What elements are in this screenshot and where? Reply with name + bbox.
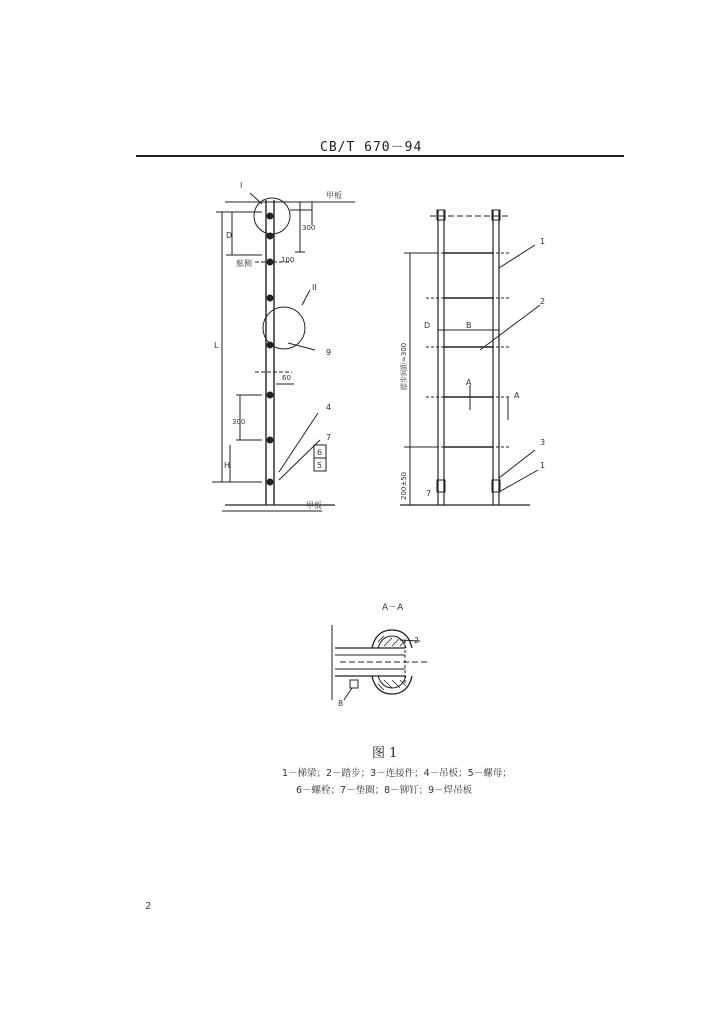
callout-right-1-top: 1 bbox=[540, 237, 546, 246]
callout-left-5: 5 bbox=[317, 461, 323, 470]
dim-left-300-side: 300 bbox=[232, 418, 246, 426]
dim-right-D: D bbox=[424, 321, 431, 330]
label-right-A: A bbox=[466, 378, 472, 387]
callout-right-2: 2 bbox=[540, 297, 546, 306]
dim-right-B: B bbox=[466, 321, 472, 330]
callout-left-9: 9 bbox=[326, 348, 332, 357]
label-deck-top: 甲板 bbox=[326, 191, 342, 200]
callout-left-7: 7 bbox=[326, 433, 332, 442]
dim-left-100: 100 bbox=[281, 256, 295, 264]
section-title: A－A bbox=[382, 603, 404, 613]
callout-right-3: 3 bbox=[540, 438, 546, 447]
right-rungs bbox=[444, 253, 493, 447]
callout-left-4: 4 bbox=[326, 403, 332, 412]
dim-left-300-top: 300 bbox=[302, 224, 316, 232]
callout-section-2: 2 bbox=[414, 636, 420, 645]
dim-left-60: 60 bbox=[282, 374, 291, 382]
dim-left-H: H bbox=[224, 461, 231, 470]
right-front-view bbox=[400, 210, 540, 505]
label-deck-bottom: 甲板 bbox=[306, 501, 322, 510]
left-side-view bbox=[212, 193, 355, 511]
detail-circle-II bbox=[263, 307, 305, 349]
callout-right-1-bottom: 1 bbox=[540, 461, 546, 470]
dim-right-bottom: 200±50 bbox=[400, 471, 408, 500]
left-rung-points bbox=[267, 213, 273, 485]
callout-right-7: 7 bbox=[426, 489, 432, 498]
callout-section-8: 8 bbox=[338, 699, 344, 708]
standard-code: CB/T 670－94 bbox=[320, 140, 423, 155]
dim-left-L: L bbox=[214, 341, 219, 350]
callout-left-6: 6 bbox=[317, 448, 323, 457]
dim-right-vertical-pitch: 踏步间距≈300 bbox=[400, 342, 408, 390]
callout-detail-I: I bbox=[240, 181, 243, 190]
figure-caption: 图 1 bbox=[372, 746, 398, 761]
label-right-A-arrow: A bbox=[514, 391, 520, 400]
callout-detail-II: II bbox=[312, 283, 317, 292]
dim-left-D: D bbox=[226, 231, 233, 240]
figure-legend-line-2: 6－螺栓；7－垫圈；8－铆钉；9－焊吊板 bbox=[296, 785, 473, 796]
figure-legend-line-1: 1－梯梁；2－踏步；3－连接件；4－吊板；5－螺母； bbox=[282, 768, 512, 779]
page-number: 2 bbox=[145, 901, 152, 912]
label-bulkhead: 舷侧 bbox=[236, 259, 252, 268]
